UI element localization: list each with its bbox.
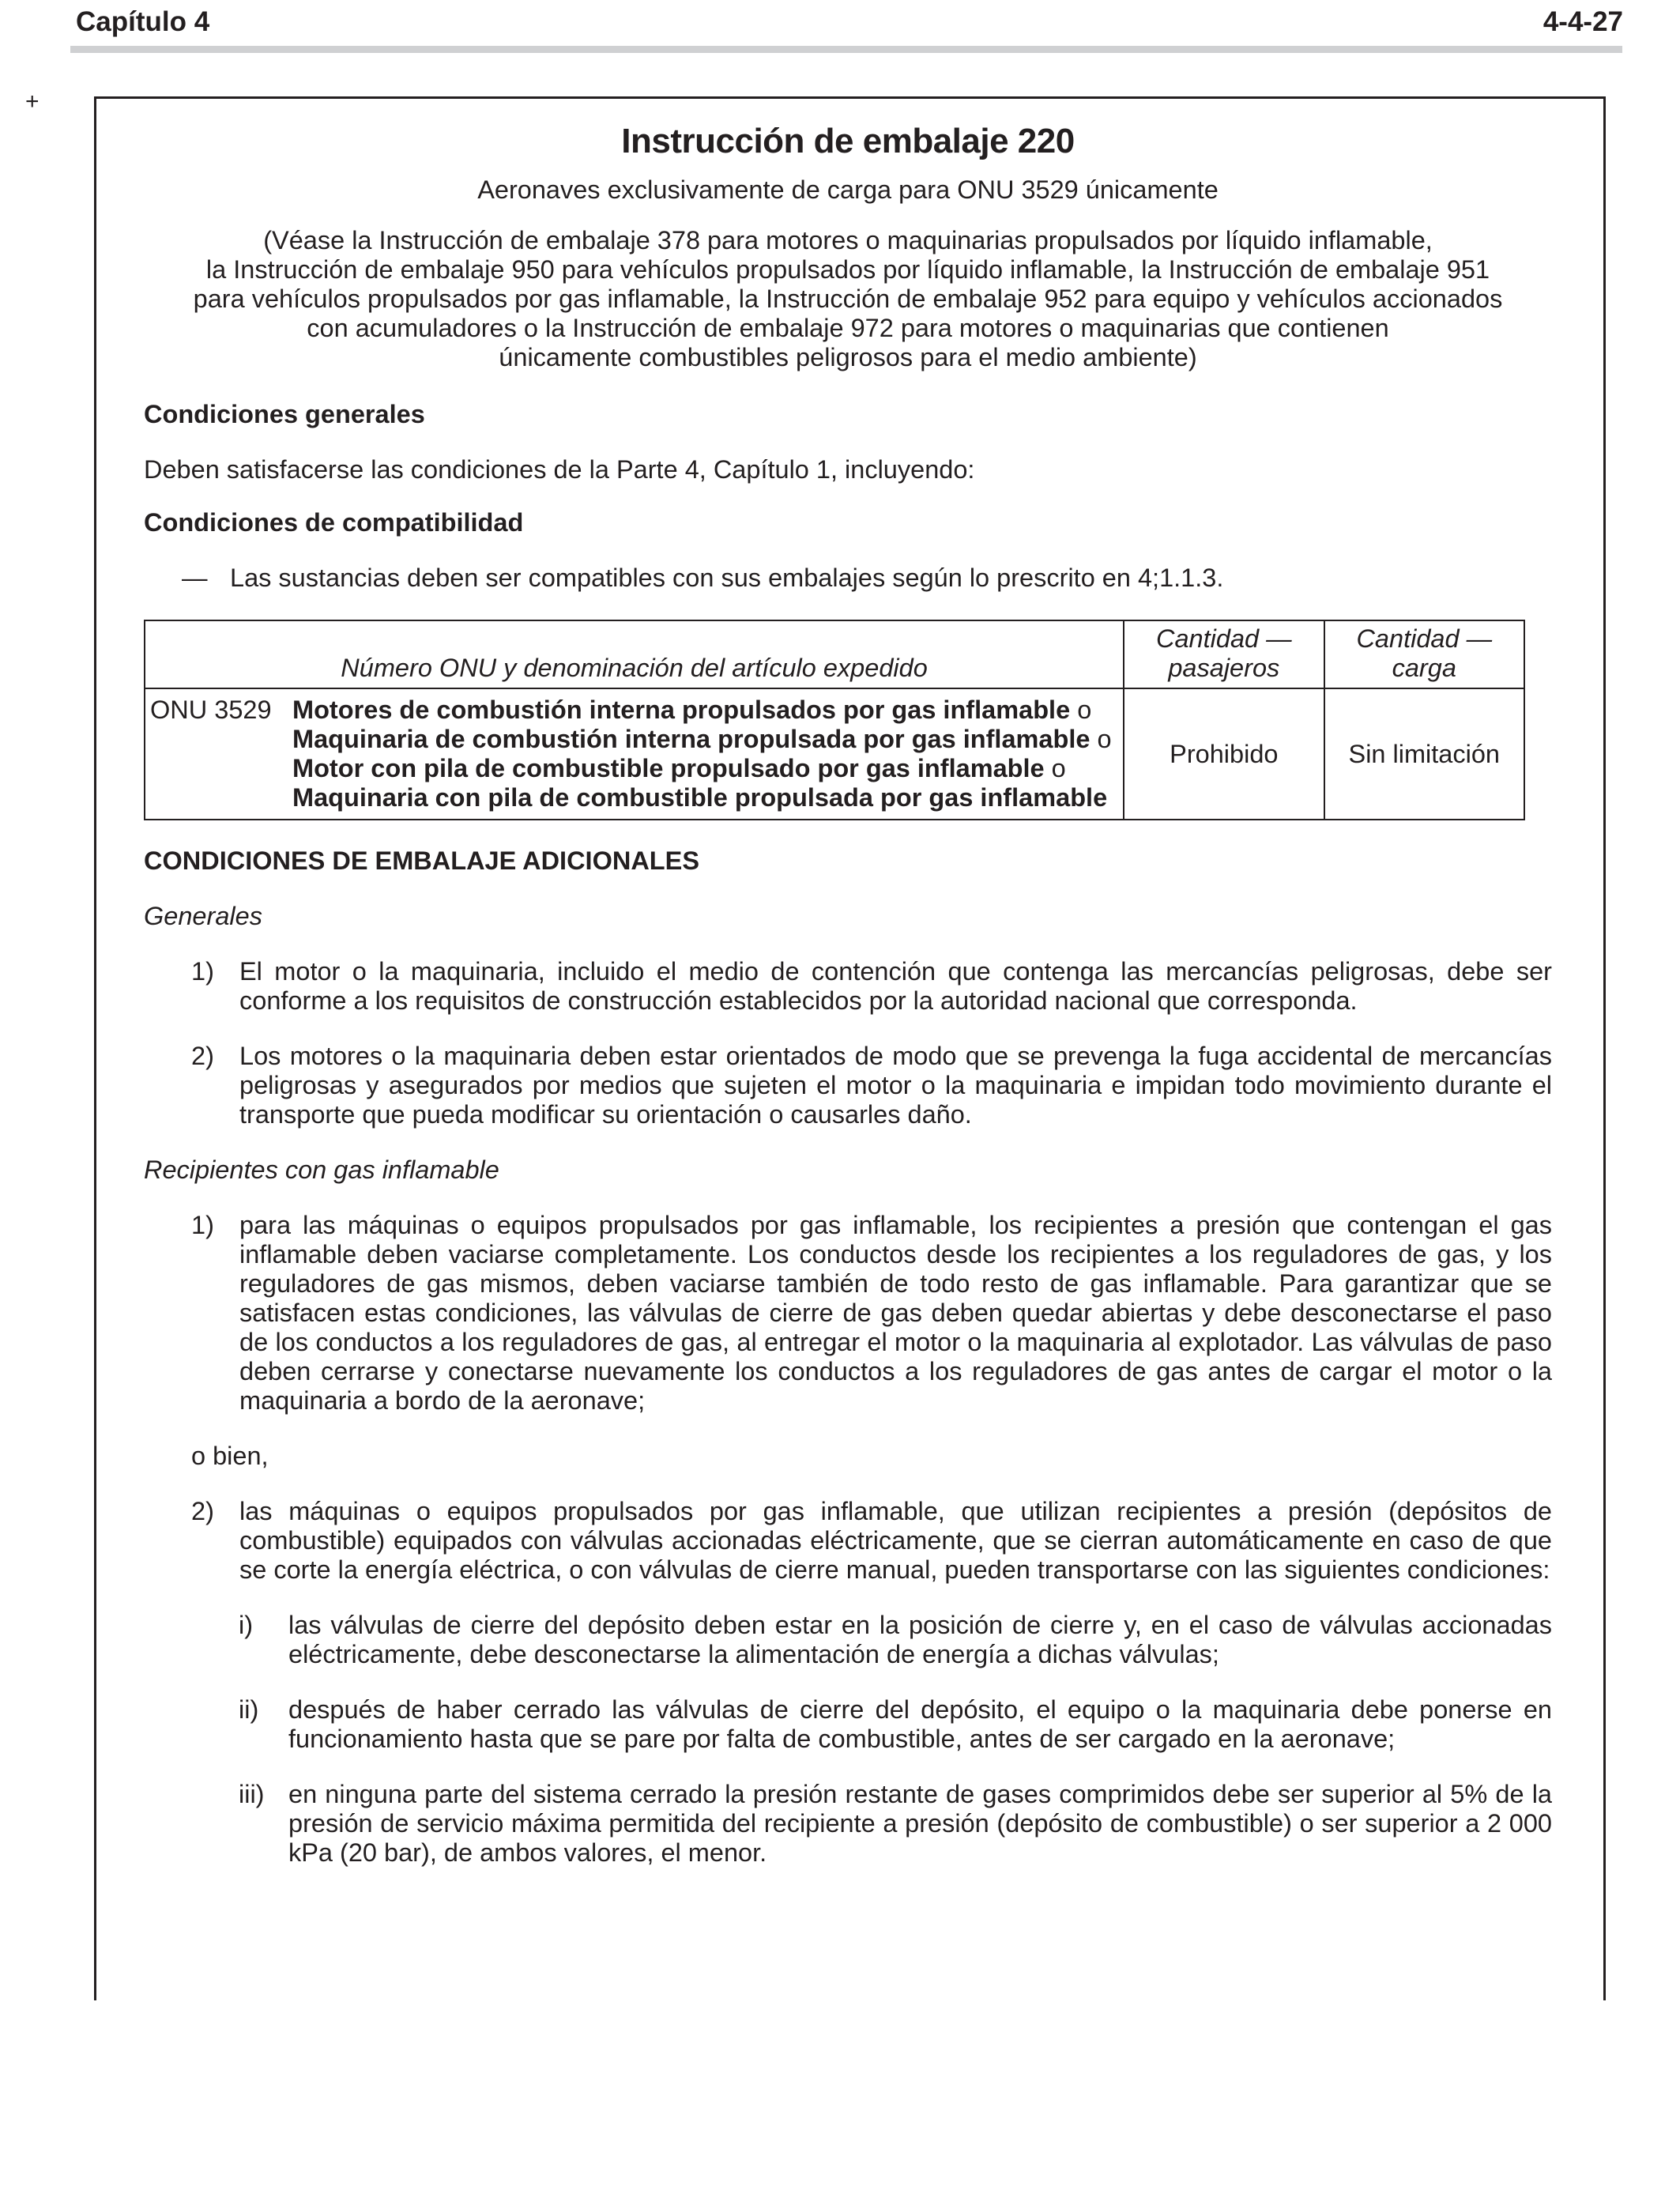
em-dash: —: [182, 564, 208, 592]
sub-list-item: [144, 1611, 1552, 1669]
sub-item-number: i): [239, 1611, 254, 1639]
additional-conditions-heading: CONDICIONES DE EMBALAJE ADICIONALES: [144, 846, 700, 875]
header-un-name: Número ONU y denominación del artículo expedido: [145, 620, 1124, 688]
cargo-quantity: Sin limitación: [1324, 688, 1524, 820]
shipping-name-or: o: [1090, 725, 1112, 753]
sub-list-item: [144, 1780, 1552, 1868]
item-text: las máquinas o equipos propulsados por gas inflamable, que utilizan recipientes a presión (depósitos de combustible) equipados con válvulas accionadas eléctricamente, que se cierran automáticamente en caso de que se corte la energía eléctrica, o con válvulas de cierre manual, pueden transportarse con las siguientes condiciones:: [239, 1497, 1552, 1584]
compatibility-item: [144, 564, 1552, 593]
instruction-content: [144, 122, 1552, 1868]
see-also-note: [144, 226, 1552, 372]
un-table: [144, 620, 1525, 820]
table-row: [145, 688, 1524, 820]
instruction-title: Instrucción de embalaje 220: [621, 122, 1075, 160]
shipping-name-part: Motores de combustión interna propulsados por gas inflamable: [292, 696, 1071, 724]
general-conditions-text: Deben satisfacerse las condiciones de la Parte 4, Capítulo 1, incluyendo:: [144, 455, 975, 484]
page-number: 4-4-27: [1543, 6, 1623, 37]
table-header-row: [145, 620, 1524, 688]
un-entry-cell: [145, 688, 1124, 820]
sub-item-number: ii): [239, 1695, 259, 1724]
sub-item-text: las válvulas de cierre del depósito deben estar en la posición de cierre y, en el caso de válvulas accionadas eléctricamente, debe desconectarse la alimentación de energía a dichas válvulas;: [288, 1611, 1552, 1668]
header-passenger-quantity: Cantidad — pasajeros: [1124, 620, 1324, 688]
item-number: 2): [191, 1497, 214, 1525]
see-also-line: para vehículos propulsados por gas inflamable, la Instrucción de embalaje 952 para equipo y vehículos accionados: [193, 285, 1503, 313]
item-text: El motor o la maquinaria, incluido el medio de contención que contenga las mercancías peligrosas, debe ser conforme a los requisitos de construcción establecidos por la autoridad nacional que corresponda.: [239, 957, 1552, 1015]
item-text: para las máquinas o equipos propulsados por gas inflamable, los recipientes a presión que contengan el gas inflamable deben vaciarse completamente. Los conductos desde los recipientes a los reguladores de gas, y los reguladores de gas mismos, deben vaciarse también de todo resto de gas inflamable. Para garantizar que se satisfacen estas condiciones, las válvulas de cierre de gas deben quedar abiertas y debe desconectarse el paso de los conductos a los reguladores de gas, al entregar el motor o la maquinaria al explotador. Las válvulas de paso deben cerrarse y conectarse nuevamente los conductos a los reguladores de gas antes de cargar el motor o la maquinaria a bordo de la aeronave;: [239, 1211, 1552, 1415]
sub-item-text: en ninguna parte del sistema cerrado la presión restante de gases comprimidos debe ser superior al 5% de la presión de servicio máxima permitida del recipiente a presión (depósito de combustible) o ser superior a 2 000 kPa (20 bar), de ambos valores, el menor.: [288, 1780, 1552, 1867]
sub-item-number: iii): [239, 1780, 265, 1808]
shipping-name-part: Motor con pila de combustible propulsado por gas inflamable: [292, 754, 1045, 782]
shipping-name-part: Maquinaria con pila de combustible propulsada por gas inflamable: [292, 783, 1108, 812]
sub-item-text: después de haber cerrado las válvulas de cierre del depósito, el equipo o la maquinaria debe ponerse en funcionamiento hasta que se pare por falta de combustible, antes de ser cargado en la aeronave;: [288, 1695, 1552, 1753]
list-item: [144, 957, 1552, 1016]
margin-mark: +: [25, 89, 40, 115]
shipping-name-part: Maquinaria de combustión interna propulsada por gas inflamable: [292, 725, 1090, 753]
shipping-name-or: o: [1044, 754, 1066, 782]
proper-shipping-name: [292, 696, 1114, 812]
un-number: ONU 3529: [150, 696, 272, 724]
shipping-name-or: o: [1070, 696, 1092, 724]
sub-list-item: [144, 1695, 1552, 1754]
instruction-subtitle: Aeronaves exclusivamente de carga para ONU 3529 únicamente: [477, 175, 1219, 204]
page-header: [0, 0, 1680, 63]
see-also-line: únicamente combustibles peligrosos para el medio ambiente): [499, 343, 1197, 371]
see-also-line: con acumuladores o la Instrucción de embalaje 972 para motores o maquinarias que contienen: [307, 314, 1389, 342]
item-text: Los motores o la maquinaria deben estar orientados de modo que se prevenga la fuga accidental de mercancías peligrosas y asegurados por medios que sujeten el motor o la maquinaria e impidan todo movimiento durante el transporte que pueda modificar su orientación o causarles daño.: [239, 1042, 1552, 1129]
list-item: [144, 1497, 1552, 1585]
general-subheading: Generales: [144, 902, 262, 930]
list-item: [144, 1211, 1552, 1416]
see-also-line: (Véase la Instrucción de embalaje 378 para motores o maquinarias propulsados por líquido inflamable,: [263, 226, 1433, 254]
item-number: 1): [191, 957, 214, 986]
general-conditions-heading: Condiciones generales: [144, 400, 425, 428]
list-item: [144, 1042, 1552, 1129]
chapter-label: Capítulo 4: [76, 6, 210, 37]
flammable-gas-subheading: Recipientes con gas inflamable: [144, 1155, 499, 1184]
compatibility-heading: Condiciones de compatibilidad: [144, 508, 524, 537]
header-rule: [70, 46, 1622, 53]
compatibility-text: Las sustancias deben ser compatibles con sus embalajes según lo prescrito en 4;1.1.3.: [230, 564, 1224, 592]
header-cargo-quantity: Cantidad — carga: [1324, 620, 1524, 688]
item-number: 1): [191, 1211, 214, 1239]
see-also-line: la Instrucción de embalaje 950 para vehículos propulsados por líquido inflamable, la Instrucción de embalaje 951: [205, 255, 1490, 284]
passenger-quantity: Prohibido: [1124, 688, 1324, 820]
or-connector: o bien,: [191, 1442, 269, 1470]
item-number: 2): [191, 1042, 214, 1070]
